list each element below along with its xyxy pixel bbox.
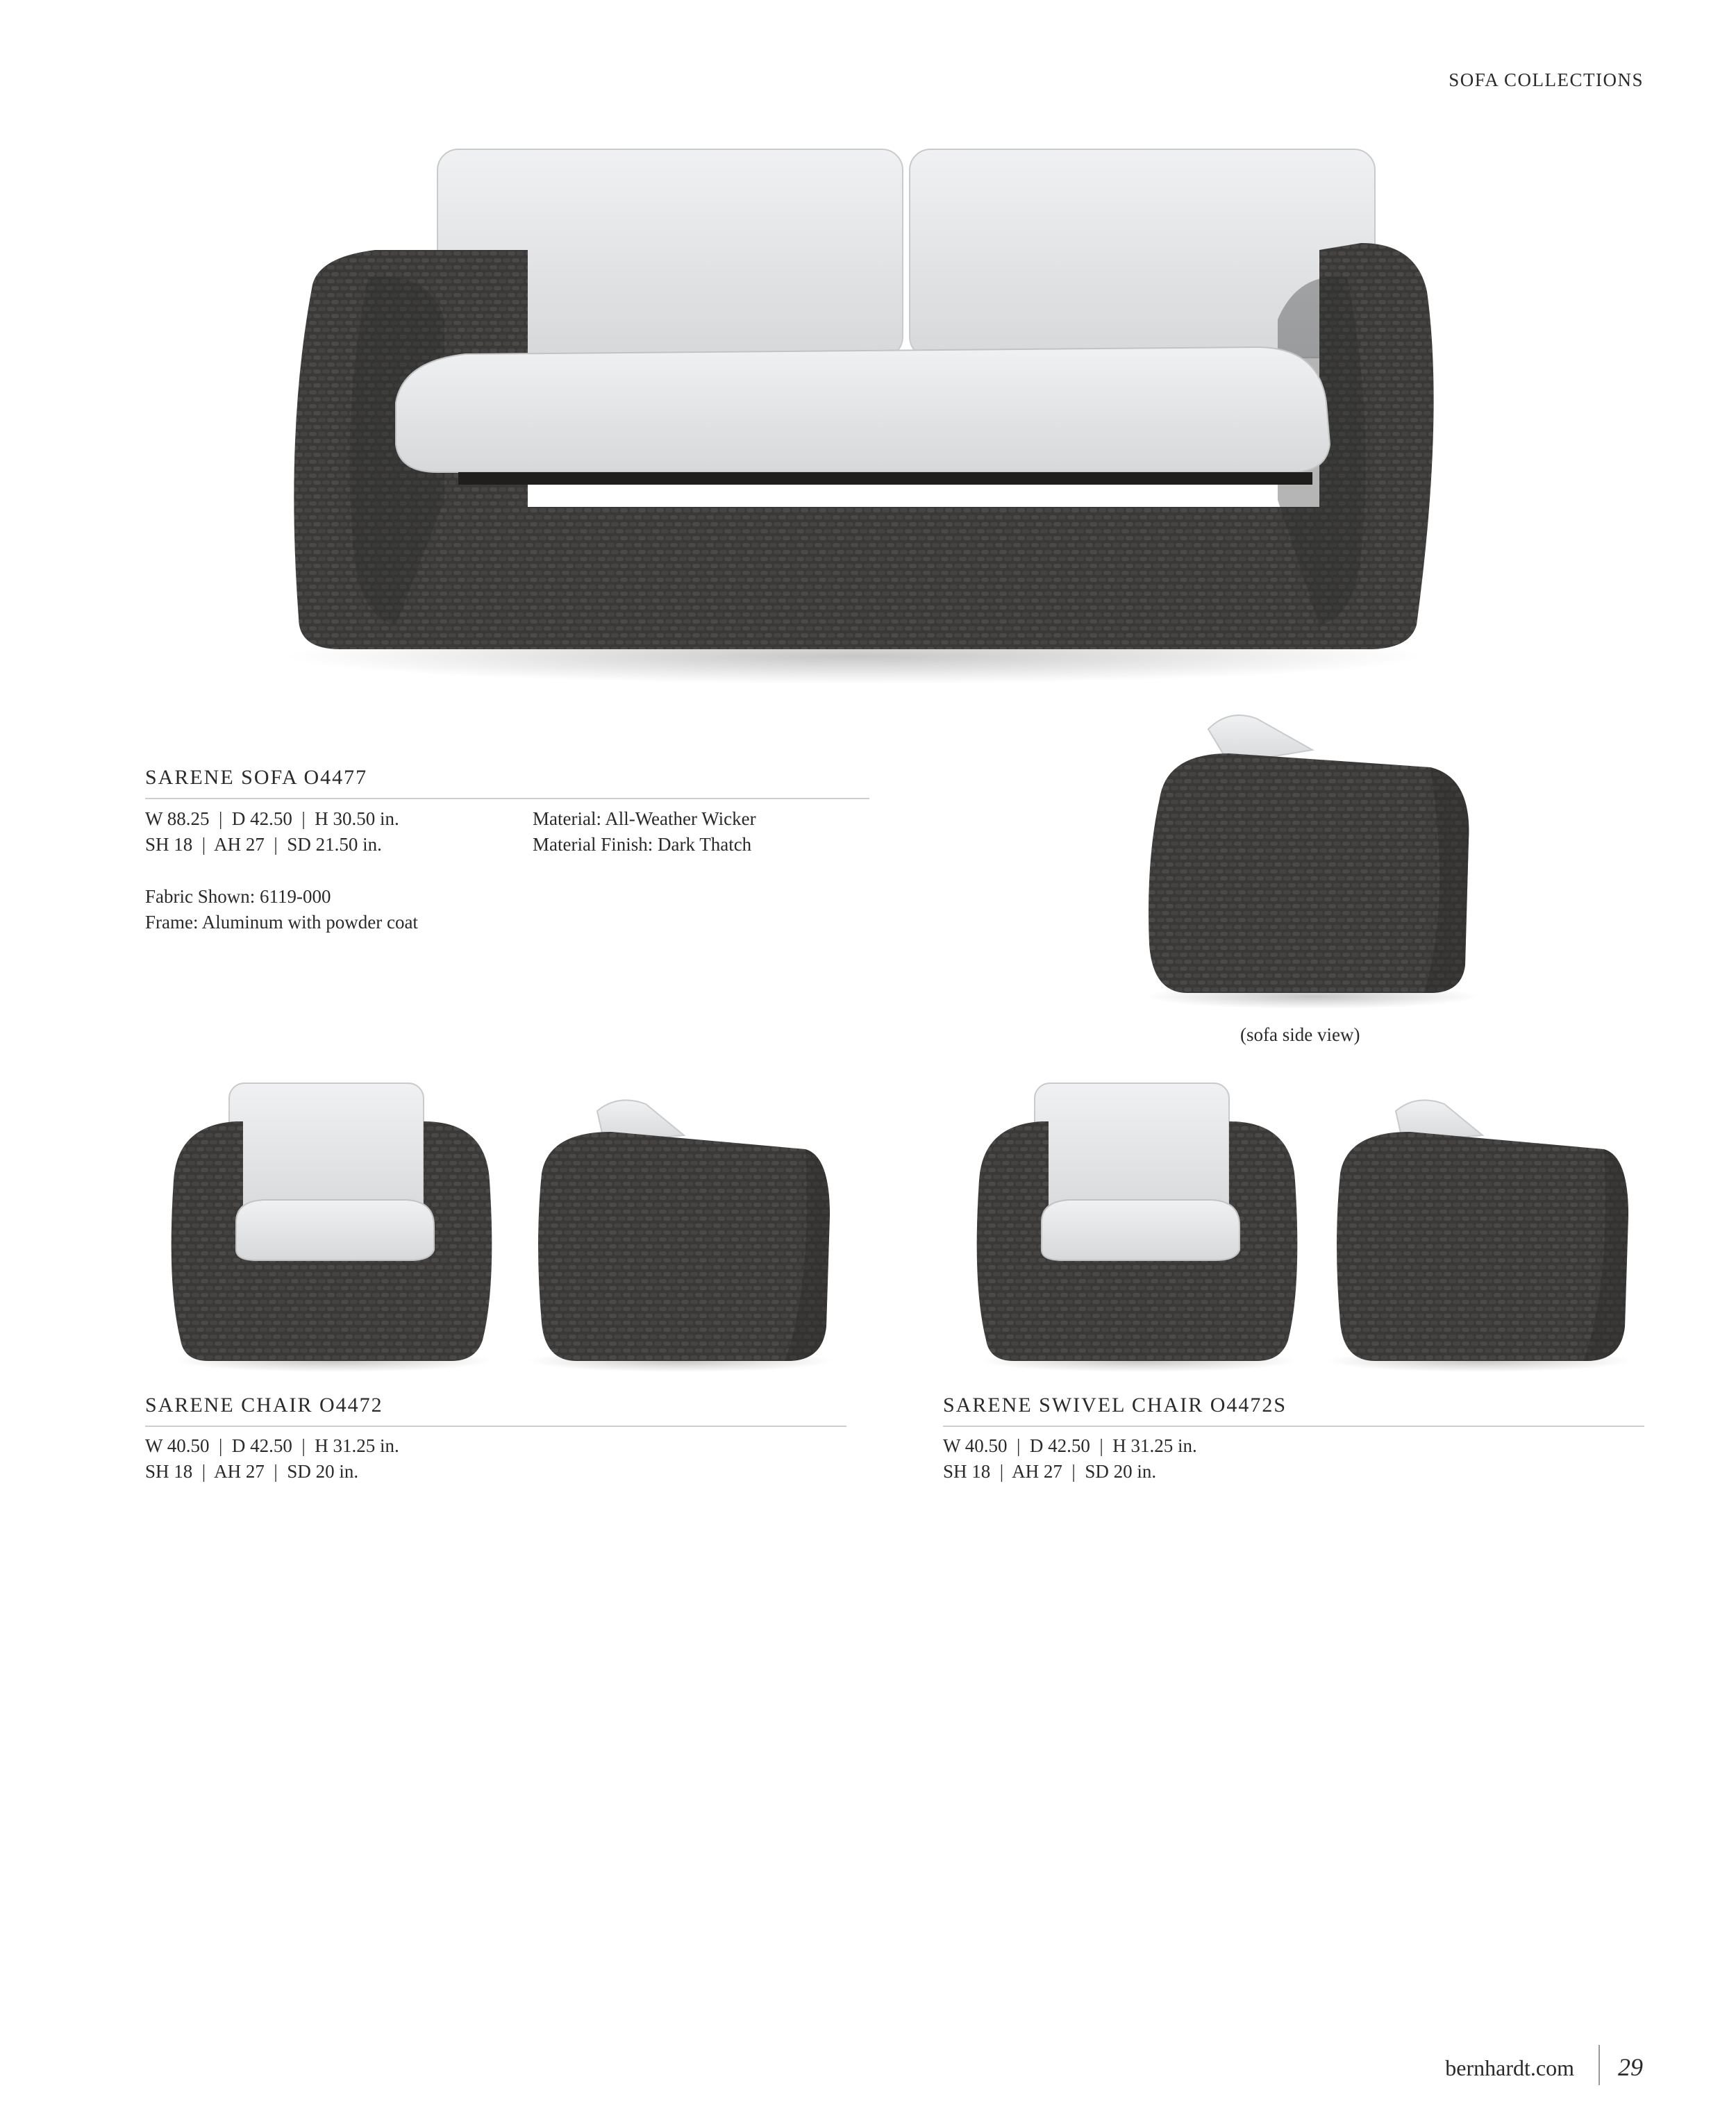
chair-dims-line2: SH 18 | AH 27 | SD 20 in. [145,1461,359,1482]
footer-url[interactable]: bernhardt.com [1445,2055,1574,2080]
footer-divider [1599,2045,1600,2085]
sofa-fabric: Fabric Shown: 6119-000 [145,886,331,907]
swivel-chair-title: SARENE SWIVEL CHAIR O4472S [943,1394,1287,1417]
chair-title: SARENE CHAIR O4472 [145,1394,383,1417]
swivel-chair-front-image [965,1076,1312,1375]
swivel-chair-side-image [1312,1083,1639,1375]
page-number: 29 [1618,2053,1643,2081]
sofa-frame: Frame: Aluminum with powder coat [145,912,418,933]
sofa-finish: Material Finish: Dark Thatch [533,834,752,855]
sofa-dims-line1: W 88.25 | D 42.50 | H 30.50 in. [145,808,399,829]
chair-dims-line1: W 40.50 | D 42.50 | H 31.25 in. [145,1435,399,1456]
sofa-front-image [236,139,1472,694]
chair-front-image [160,1076,507,1375]
sofa-dims-line2: SH 18 | AH 27 | SD 21.50 in. [145,834,382,855]
sofa-title-rule [145,798,869,799]
swivel-chair-title-rule [943,1426,1644,1427]
sofa-material: Material: All-Weather Wicker [533,808,756,829]
swivel-chair-dims-line2: SH 18 | AH 27 | SD 20 in. [943,1461,1157,1482]
sofa-side-image [1125,701,1486,1014]
section-label: SOFA COLLECTIONS [1449,69,1644,90]
chair-side-image [514,1083,840,1375]
chair-title-rule [145,1426,846,1427]
sofa-side-caption: (sofa side view) [1240,1024,1360,1045]
swivel-chair-dims-line1: W 40.50 | D 42.50 | H 31.25 in. [943,1435,1197,1456]
sofa-title: SARENE SOFA O4477 [145,766,368,789]
